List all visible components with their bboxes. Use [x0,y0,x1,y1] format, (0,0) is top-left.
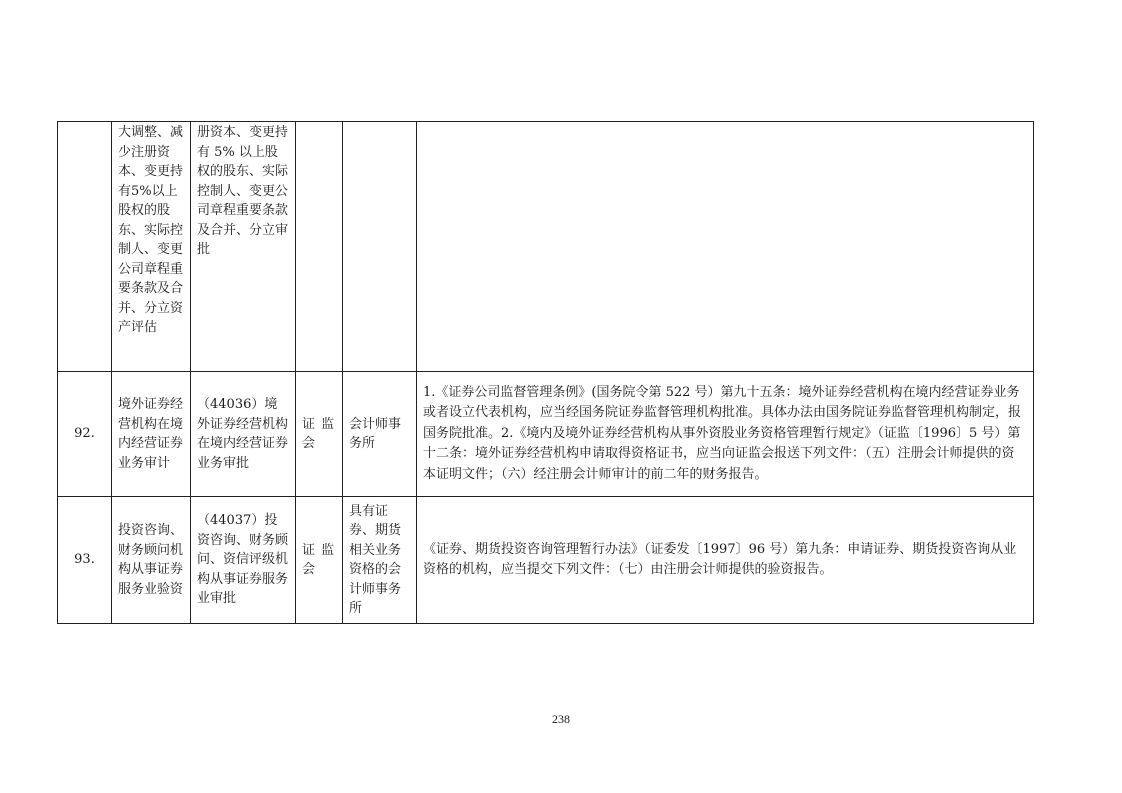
table-row [58,122,1034,372]
item-name-cell: 投资咨询、财务顾问机构从事证券服务业验资 [112,497,191,624]
department-cell [296,122,343,372]
agency-cell: 会计师事务所 [343,372,417,497]
row-number-cell: 93. [58,497,112,624]
approval-item-cell: （44036）境外证券经营机构在境内经营证券业务审批 [191,372,296,497]
row-number-cell: 92. [58,372,112,497]
legal-basis-cell: 《证券、期货投资咨询管理暂行办法》（证委发〔1997〕96 号）第九条：申请证券、期货投资咨询从业资格的机构，应当提交下列文件：（七）由注册会计师提供的验资报告。 [417,497,1034,624]
department-cell: 证 监会 [296,372,343,497]
page-number: 238 [552,712,570,726]
item-name-cell: 大调整、减少注册资本、变更持有5%以上股权的股东、实际控制人、变更公司章程重要条款及合并、分立资产评估 [112,122,191,372]
table-row [58,372,1034,497]
agency-cell [343,122,417,372]
legal-basis-cell: 1.《证券公司监督管理条例》(国务院令第 522 号）第九十五条：境外证券经营机构在境内经营证券业务或者设立代表机构，应当经国务院证券监督管理机构批准。具体办法由国务院证券监督管理机构制定，报国务院批准。2.《境内及境外证券经营机构从事外资股业务资格管理暂行规定》（证监〔1996〕5 号）第十二条：境外证券经营机构申请取得资格证书，应当向证监会报送下列文件：（五）注册会计师提供的资本证明文件；（六）经注册会计师审计的前二年的财务报告。 [417,372,1034,497]
approval-item-cell: 册资本、变更持有 5% 以上股权的股东、实际控制人、变更公司章程重要条款及合并、分立审批 [191,122,296,372]
table-row [58,497,1034,624]
approval-item-cell: （44037）投资咨询、财务顾问、资信评级机构从事证券服务业审批 [191,497,296,624]
item-name-cell: 境外证券经营机构在境内经营证券业务审计 [112,372,191,497]
department-cell: 证 监会 [296,497,343,624]
document-table [57,121,1034,624]
legal-basis-cell [417,122,1034,372]
row-number-cell [58,122,112,372]
agency-cell: 具有证券、期货相关业务资格的会计师事务所 [343,497,417,624]
